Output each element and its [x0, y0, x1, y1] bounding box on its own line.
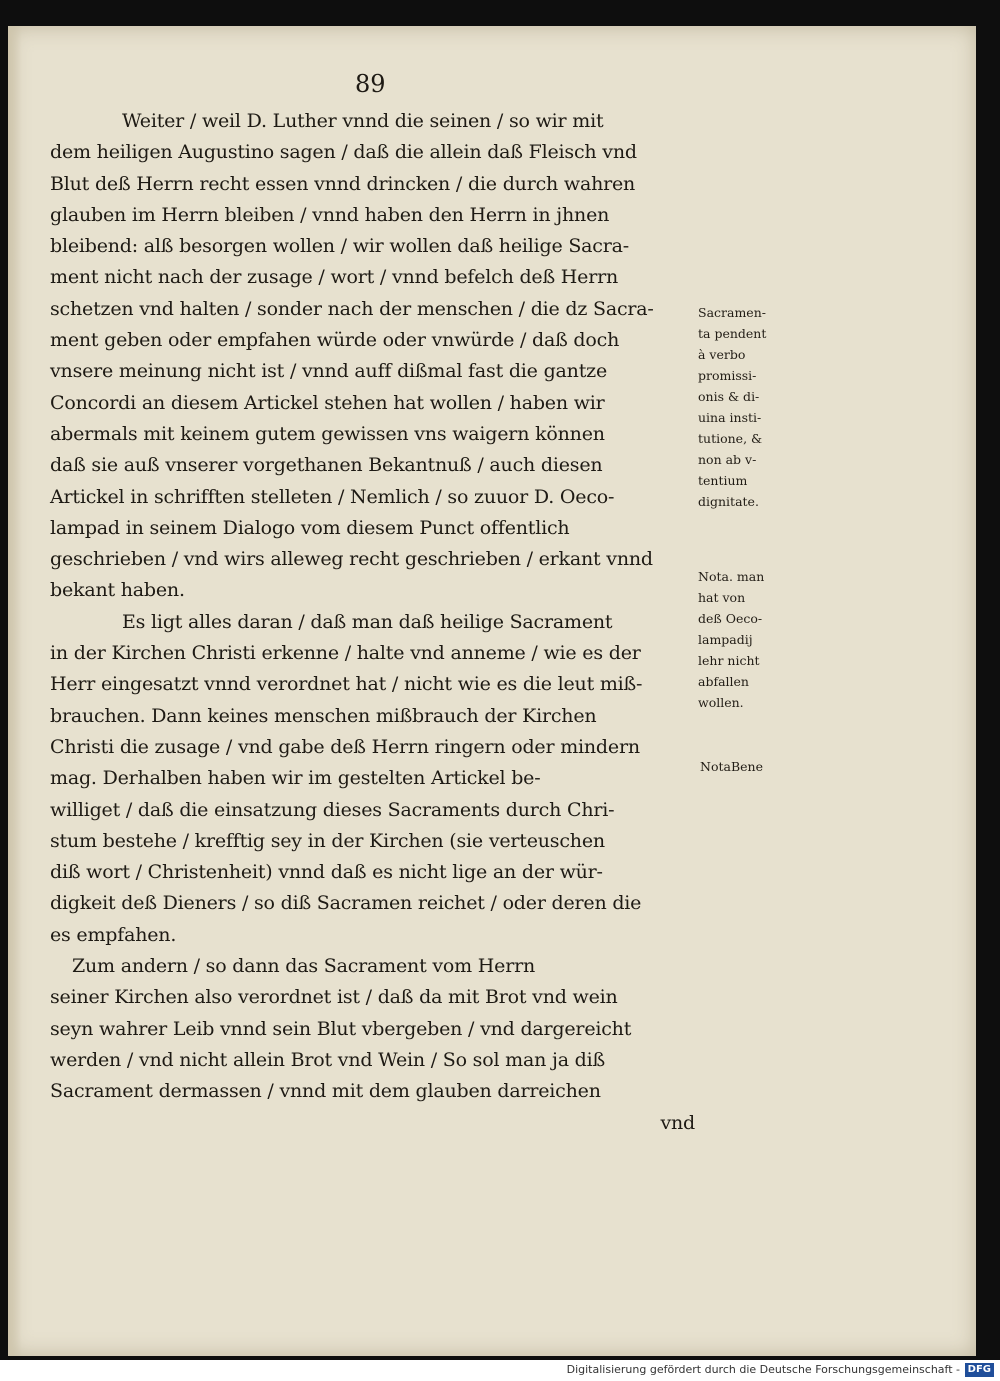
margin-note-line: non ab v- [698, 452, 757, 467]
margin-note-line: tutione, & [698, 431, 763, 446]
text-line: Weiter / weil D. Luther vnnd die seinen / so wir mit [122, 110, 604, 132]
margin-note-oecolampad [698, 566, 808, 713]
margin-note-line: abfallen [698, 674, 749, 689]
funding-credit: Digitalisierung gefördert durch die Deutsche Forschungsgemeinschaft - [566, 1363, 960, 1376]
margin-note-line: Nota. man [698, 569, 765, 584]
margin-note-line: uina insti- [698, 410, 762, 425]
margin-note-line: à verbo [698, 347, 746, 362]
text-line: bekant haben. [50, 579, 185, 602]
margin-note-line: Sacramen- [698, 305, 766, 320]
text-line: Es ligt alles daran / daß man daß heilige Sacrament [122, 610, 613, 633]
text-line: brauchen. Dann keines menschen mißbrauch der Kirchen [50, 704, 597, 727]
text-line: daß sie auß vnserer vorgethanen Bekantnuß / auch diesen [50, 454, 603, 477]
margin-note-line: tentium [698, 473, 748, 488]
text-line: in der Kirchen Christi erkenne / halte vnd anneme / wie es der [50, 642, 641, 665]
text-line: ment nicht nach der zusage / wort / vnnd befelch deß Herrn [50, 266, 619, 289]
margin-note-line: wollen. [698, 695, 744, 710]
margin-note-line: hat von [698, 590, 746, 605]
page-gutter-shadow [8, 26, 22, 1356]
margin-note-line: lampadij [698, 632, 753, 647]
text-line: seiner Kirchen also verordnet ist / daß da mit Brot vnd wein [50, 986, 618, 1009]
footer-bar [0, 1360, 1000, 1381]
margin-note-line: lehr nicht [698, 653, 760, 668]
margin-note-notabene [700, 756, 810, 777]
text-line: Zum andern / so dann das Sacrament vom Herrn [72, 955, 535, 978]
catchword: vnd [660, 1111, 695, 1134]
margin-note-line: NotaBene [700, 759, 763, 774]
text-line: digkeit deß Dieners / so diß Sacramen reichet / oder deren die [50, 892, 642, 915]
text-line: lampad in seinem Dialogo vom diesem Punct offentlich [50, 516, 570, 539]
margin-note-line: dignitate. [698, 494, 759, 509]
text-line: williget / daß die einsatzung dieses Sacraments durch Chri- [50, 798, 615, 821]
page-number: 89 [355, 70, 386, 98]
text-line: vnsere meinung nicht ist / vnnd auff dißmal fast die gantze [50, 360, 607, 383]
text-line: Christi die zusage / vnd gabe deß Herrn ringern oder mindern [50, 735, 640, 758]
margin-note-line: onis & di- [698, 389, 760, 404]
text-line: Artickel in schrifften stelleten / Nemlich / so zuuor D. Oeco- [50, 485, 615, 508]
text-line: stum bestehe / krefftig sey in der Kirchen (sie verteuschen [50, 829, 605, 852]
text-line: abermals mit keinem gutem gewissen vns waigern können [50, 422, 605, 445]
margin-note-line: deß Oeco- [698, 611, 763, 626]
text-line: dem heiligen Augustino sagen / daß die allein daß Fleisch vnd [50, 141, 637, 164]
text-line: ment geben oder empfahen würde oder vnwürde / daß doch [50, 329, 620, 352]
text-line: Sacrament dermassen / vnnd mit dem glauben darreichen [50, 1080, 601, 1103]
text-line: werden / vnd nicht allein Brot vnd Wein / So sol man ja diß [50, 1048, 605, 1071]
text-line: bleibend: alß besorgen wollen / wir wollen daß heilige Sacra- [50, 235, 629, 258]
dfg-logo: DFG [965, 1363, 994, 1377]
text-line: Concordi an diesem Artickel stehen hat wollen / haben wir [50, 391, 605, 414]
text-line: geschrieben / vnd wirs alleweg recht geschrieben / erkant vnnd [50, 548, 653, 571]
body-text [50, 106, 695, 1139]
text-line: Blut deß Herrn recht essen vnnd drincken / die durch wahren [50, 172, 636, 195]
text-line: es empfahen. [50, 923, 177, 946]
text-line: Herr eingesatzt vnnd verordnet hat / nicht wie es die leut miß- [50, 673, 643, 696]
text-line: mag. Derhalben haben wir im gestelten Artickel be- [50, 767, 541, 790]
text-line: diß wort / Christenheit) vnnd daß es nicht lige an der wür- [50, 861, 603, 884]
text-line: schetzen vnd halten / sonder nach der menschen / die dz Sacra- [50, 297, 654, 320]
text-line: glauben im Herrn bleiben / vnnd haben den Herrn in jhnen [50, 203, 610, 226]
margin-note-sacramenta [698, 302, 808, 512]
margin-note-line: ta pendent [698, 326, 767, 341]
text-line: seyn wahrer Leib vnnd sein Blut vbergeben / vnd dargereicht [50, 1017, 632, 1040]
margin-note-line: promissi- [698, 368, 757, 383]
